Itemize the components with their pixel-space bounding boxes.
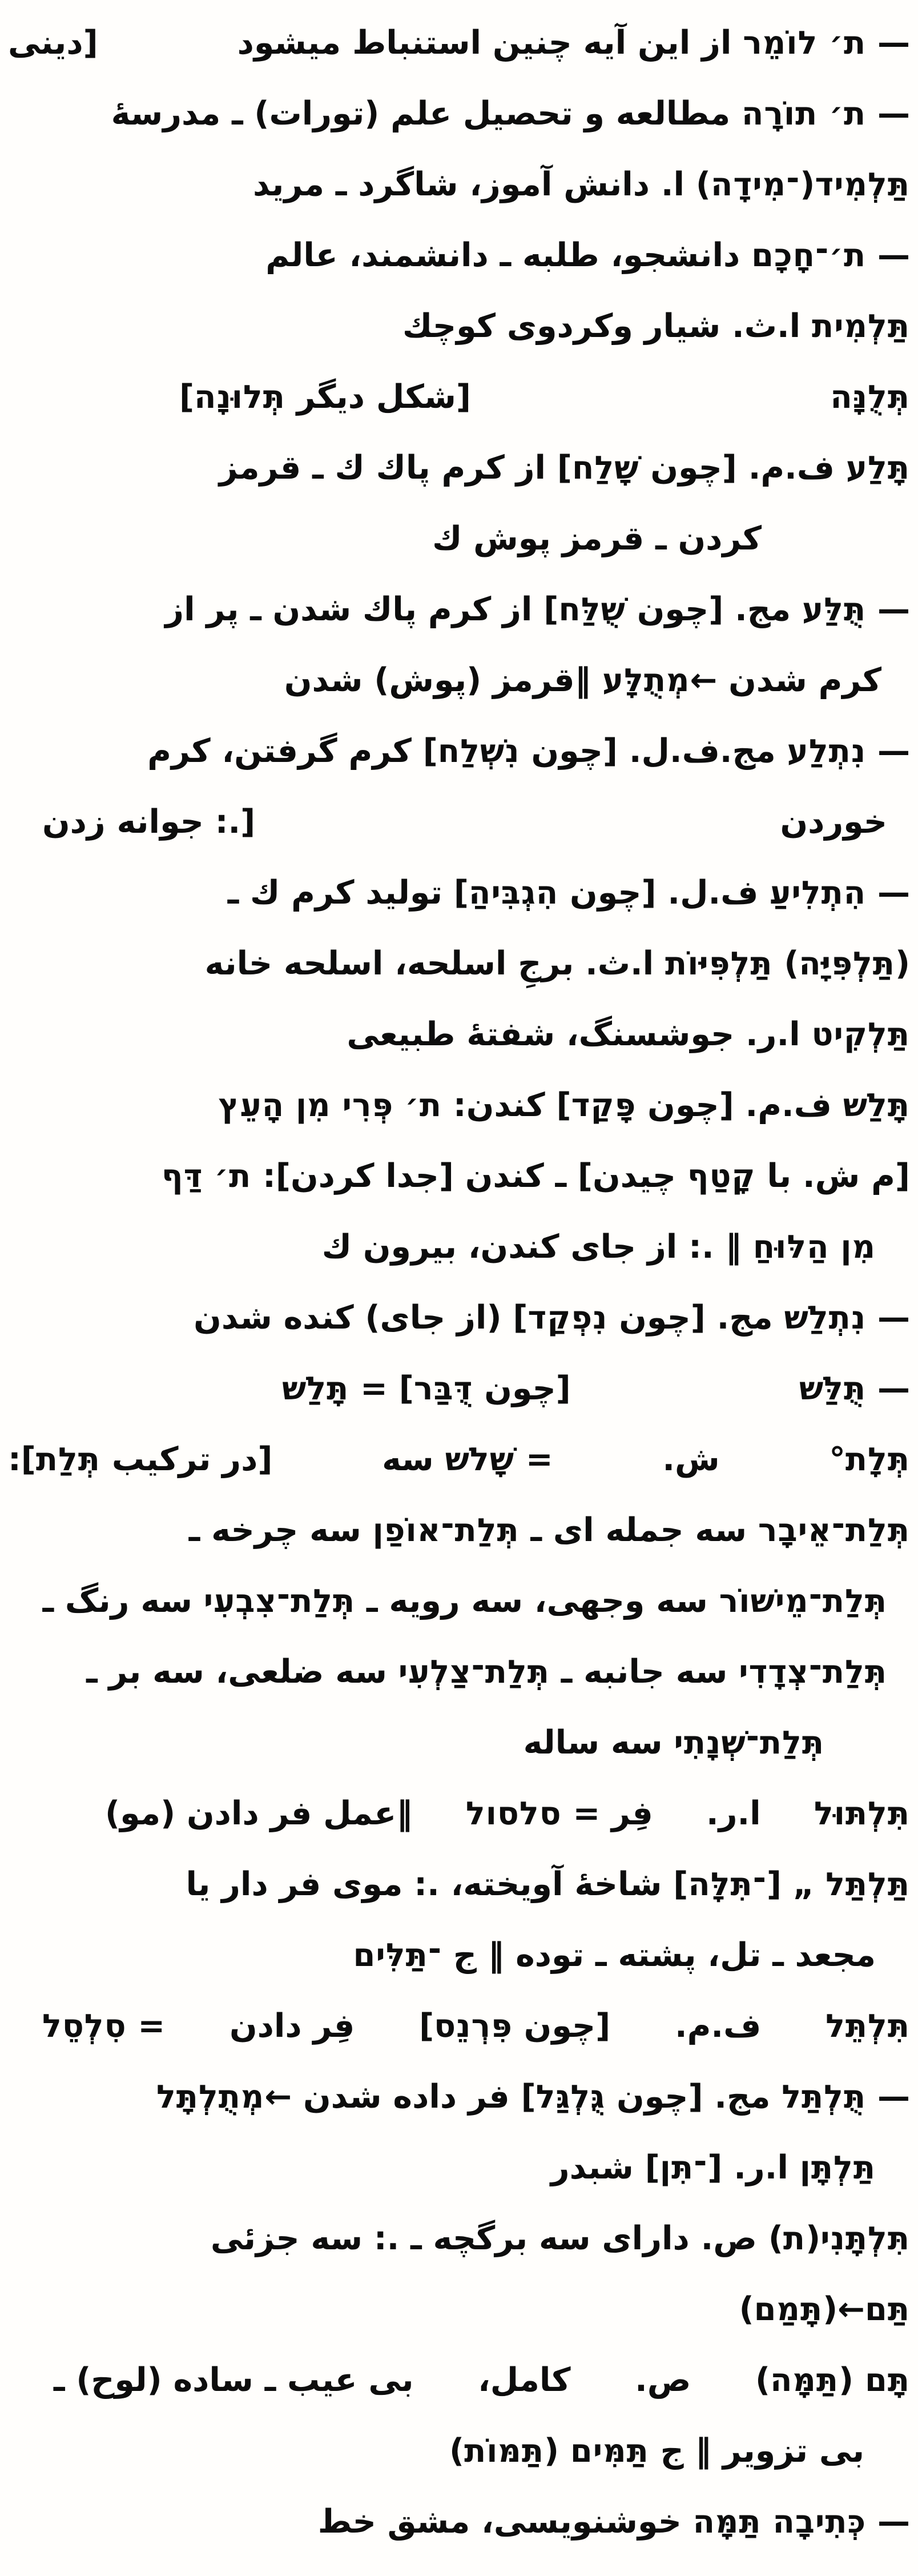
persian-text: ف.م. [چون	[639, 449, 846, 487]
persian-text: =	[514, 1441, 553, 1478]
text-segment	[265, 236, 910, 274]
hebrew-text: ת׳	[829, 25, 867, 62]
text-segment	[282, 1356, 571, 1422]
text-segment	[382, 1427, 553, 1492]
hebrew-text: ־תִּלָּה	[688, 1866, 767, 1903]
hebrew-text: הַלּוּחַ	[752, 1229, 830, 1266]
persian-text: ] از كرم پاك ك ـ قرمز	[219, 449, 572, 487]
hebrew-text: דַּף	[161, 1158, 203, 1195]
persian-text: بى عيب ـ ساده (لوح) ـ	[54, 2361, 414, 2399]
text-segment	[86, 1653, 887, 1691]
hebrew-text: שָׁלשׁ	[445, 1441, 515, 1478]
persian-text: كردن ـ قرمز پوش ك	[432, 520, 762, 557]
hebrew-text: תָּמַם	[754, 2291, 823, 2328]
text-segment	[419, 1993, 610, 2059]
persian-text: چيدن] ـ كندن [جدا كردن]:	[251, 1157, 687, 1195]
hebrew-text: תַּלְמִיד	[815, 166, 910, 203]
persian-text: سه چرخه ـ	[188, 1511, 373, 1549]
dictionary-line	[8, 2135, 876, 2206]
persian-text: ] از كرم پاك شدن ـ پر از	[165, 591, 559, 628]
persian-text: از اين آيه چنين استنباط ميشود	[237, 24, 743, 62]
hebrew-text: סלסול	[465, 1795, 562, 1832]
text-segment	[466, 1781, 653, 1847]
persian-text: ] فر داده شدن ←	[264, 2078, 536, 2116]
hebrew-text: תַּלְתַּל	[826, 1866, 910, 1903]
dictionary-line	[179, 364, 910, 435]
persian-text: ] (از جاى) كنده شدن	[194, 1299, 528, 1337]
text-segment	[179, 364, 471, 430]
hebrew-text: תַּם	[864, 2291, 910, 2328]
persian-text: —	[866, 591, 910, 628]
persian-text: —	[866, 2503, 910, 2541]
hebrew-text: נִשְׁלַח	[437, 733, 520, 770]
persian-text: ]	[179, 378, 195, 416]
persian-text: —	[866, 95, 910, 133]
text-segment	[551, 2149, 876, 2186]
text-segment	[253, 166, 910, 203]
hebrew-text: ־תַּלִּים	[353, 1937, 442, 1974]
persian-text: ا.ر. جوشسنگ، شفتهٔ طبيعى	[347, 1016, 812, 1053]
dictionary-line	[8, 81, 910, 152]
text-segment	[478, 2348, 570, 2413]
dictionary-line	[8, 1214, 876, 1285]
persian-text: ش.	[662, 1441, 720, 1478]
text-segment	[780, 789, 887, 854]
hebrew-text: תְּלַת־צִבְעִי	[203, 1583, 356, 1620]
persian-text: —	[866, 1299, 910, 1337]
hebrew-text: ־מִידָה	[710, 166, 800, 203]
persian-text: ]:	[8, 1441, 36, 1478]
hebrew-text: תַּלְתָּן	[799, 2149, 876, 2186]
persian-text: خوشنويسى، مشق خط	[317, 2503, 693, 2541]
dictionary-line	[8, 506, 762, 577]
persian-text: [شكل ديگر	[285, 378, 471, 416]
persian-text: مج.ف.ل. [چون	[520, 732, 787, 770]
hebrew-text: הָעֵץ	[218, 1087, 285, 1124]
persian-text: ) ص. داراى سه برگچه ـ .: سه جزئى	[210, 2220, 783, 2257]
persian-text: بى تزوير ‖ ج	[649, 2432, 864, 2470]
persian-text: ) ا. دانش آموز، شاگرد ـ مريد	[253, 166, 711, 203]
text-segment	[162, 1157, 910, 1195]
dictionary-line	[8, 2489, 910, 2560]
persian-text: )	[449, 2432, 465, 2470]
persian-text: —	[866, 874, 910, 912]
persian-text: )	[739, 2290, 754, 2328]
dictionary-line	[8, 2277, 910, 2348]
text-segment	[814, 1781, 910, 1847]
text-segment	[826, 1993, 910, 2059]
text-segment	[211, 2220, 910, 2257]
text-segment	[799, 1356, 910, 1422]
persian-text: ] شاخهٔ آويخته، .: موى فر دار يا	[186, 1865, 688, 1903]
hebrew-text: תַּמּוֹת	[464, 2433, 544, 2470]
persian-text: ف.م.	[675, 2007, 762, 2045]
persian-text: )	[755, 2361, 771, 2399]
persian-text: ] كرم گرفتن، كرم	[147, 732, 438, 770]
persian-text: مج. [چون	[605, 2078, 782, 2116]
text-segment	[432, 520, 762, 557]
text-segment	[706, 1781, 761, 1846]
dictionary-line	[8, 223, 910, 294]
dictionary-line	[8, 1852, 910, 1923]
hebrew-text: לוֹמֵר	[743, 25, 818, 62]
persian-text: ] شبدر	[550, 2149, 660, 2186]
hebrew-text: תָּלַשׁ	[282, 1370, 349, 1407]
dictionary-line	[8, 577, 910, 648]
text-segment	[449, 2432, 864, 2470]
dictionary-line	[54, 2348, 910, 2418]
persian-text: [م ش. با	[755, 1157, 910, 1195]
text-segment	[54, 2348, 413, 2413]
persian-text: سه جانبه ـ	[549, 1653, 739, 1691]
hebrew-text: תֻּלַּע	[802, 591, 867, 628]
hebrew-text: תוֹרָה	[741, 95, 818, 133]
text-segment	[147, 732, 910, 770]
hebrew-text: ת׳	[214, 1158, 252, 1195]
hebrew-text: תָּלַשׁ	[843, 1087, 910, 1124]
persian-text: سه جمله اى ـ	[519, 1511, 758, 1549]
dictionary-line	[8, 1002, 910, 1073]
text-segment	[43, 1582, 887, 1620]
dictionary-line	[8, 1143, 910, 1214]
hebrew-text: הִתְלִיעַ	[770, 874, 867, 912]
hebrew-text: תַּמָּה	[692, 2503, 762, 2541]
persian-text	[284, 1086, 296, 1124]
dictionary-line	[8, 648, 881, 719]
text-segment	[8, 1427, 272, 1492]
dictionary-line	[8, 152, 910, 223]
hebrew-text: מְתֻלָּע	[602, 662, 690, 699]
text-segment	[347, 1016, 910, 1053]
hebrew-text: פְּרִי	[342, 1087, 394, 1124]
hebrew-text: ת׳	[829, 95, 867, 133]
persian-text	[762, 2503, 773, 2541]
persian-text: [در تركيب	[100, 1441, 273, 1478]
persian-text: —	[866, 236, 910, 274]
persian-text: ا.ر. [	[707, 2149, 800, 2186]
persian-text: ا.ر.	[706, 1795, 761, 1832]
persian-text: „ [	[766, 1865, 826, 1903]
persian-text: ‖ .: از جاى كندن، بيرون ك	[321, 1228, 753, 1266]
hebrew-text: נִפְקַד	[528, 1299, 608, 1337]
persian-text: ] كندن:	[442, 1086, 571, 1124]
persian-text: ] =	[349, 1370, 414, 1407]
hebrew-text: תַּמָּה	[770, 2362, 839, 2399]
hebrew-text: תַּלְמִית	[812, 308, 910, 345]
hebrew-text: גֻּלְגַּל	[536, 2079, 606, 2116]
text-segment	[194, 1299, 910, 1337]
hebrew-text: תֻּלְתַּל	[782, 2079, 867, 2116]
persian-text: كرم شدن ←	[690, 661, 881, 699]
persian-text: —	[866, 2078, 910, 2116]
text-segment	[42, 789, 255, 854]
persian-text: سه وجهى، سه رويه ـ	[355, 1582, 719, 1620]
persian-text	[818, 95, 829, 133]
hebrew-text: תָּם	[864, 2362, 910, 2399]
text-segment	[219, 1086, 910, 1124]
hebrew-text: תִּלְתֵּל	[826, 2008, 910, 2045]
dictionary-line	[105, 1781, 910, 1852]
dictionary-line	[8, 860, 910, 931]
text-segment	[156, 2078, 910, 2116]
persian-text: سه	[382, 1441, 445, 1478]
persian-text: سه ساله	[523, 1724, 674, 1762]
hebrew-text: תֻּלַּשׁ	[799, 1370, 867, 1407]
hebrew-text: שָׁלַח	[571, 450, 639, 487]
dictionary-line	[8, 1285, 910, 1356]
text-segment	[322, 1228, 876, 1266]
hebrew-text: תְּלַת־צַלְעִי	[398, 1654, 550, 1691]
text-segment	[353, 1936, 876, 1974]
persian-text: فِر دادن	[229, 2007, 355, 2045]
hebrew-text: ת׳	[405, 1087, 442, 1124]
persian-text: ‖قرمز (پوش) شدن	[284, 661, 602, 699]
text-segment	[402, 307, 910, 345]
persian-text: ص.	[635, 2361, 691, 2399]
hebrew-text: תְּלַת־אוֹפַן	[372, 1512, 520, 1549]
persian-text: —	[866, 1370, 910, 1407]
hebrew-text: תַּלְקִיט	[811, 1016, 910, 1053]
hebrew-text: תַּמִּים	[570, 2433, 649, 2470]
text-segment	[205, 945, 910, 982]
hebrew-text: תַּלְפִּיָּה	[799, 945, 895, 982]
persian-text: سه ضلعى، سه بر ـ	[86, 1653, 398, 1691]
hebrew-text: תְּלוּנָה	[194, 379, 285, 416]
text-segment	[8, 10, 98, 75]
hebrew-text: מְתֻלְתָּל	[156, 2079, 265, 2116]
persian-text: ا.ث. شيار وكردوى كوچك	[402, 307, 812, 345]
dictionary-line	[42, 789, 887, 860]
persian-text: ا.ث. برجِ اسلحه، اسلحه خانه	[204, 945, 666, 982]
text-segment	[111, 95, 910, 133]
persian-text: ←(	[823, 2290, 865, 2328]
hebrew-text: ת׳־חָכָם	[751, 237, 867, 274]
hebrew-text: שֻׁלַּח	[558, 591, 626, 628]
dictionary-line	[8, 1710, 824, 1781]
dictionary-line	[8, 1639, 887, 1710]
persian-text: [چون	[473, 1370, 571, 1407]
persian-text: فِر =	[561, 1795, 653, 1832]
persian-text: [.: جوانه زدن	[42, 803, 256, 841]
text-segment	[318, 2503, 910, 2541]
persian-text: مج. [چون	[625, 591, 802, 628]
dictionary-line	[8, 1923, 876, 1993]
text-segment	[189, 1511, 910, 1549]
dictionary-line	[8, 2206, 910, 2277]
hebrew-text: תְּלַת־מֵישׁוֹר	[719, 1583, 887, 1620]
hebrew-text: תְּלֻנָּה	[830, 379, 910, 416]
text-segment	[635, 2348, 691, 2413]
persian-text: —	[866, 24, 910, 62]
persian-text: (	[800, 166, 815, 203]
text-segment	[165, 591, 910, 628]
hebrew-text: תְּלָת	[845, 1441, 910, 1478]
hebrew-text: תְּלַת־שְׁנָתִי	[674, 1724, 824, 1762]
dictionary-line	[42, 1993, 910, 2064]
text-segment	[829, 1427, 910, 1492]
text-segment	[284, 661, 881, 699]
hebrew-text: נִתְלַע	[787, 733, 867, 770]
persian-text: ]	[419, 2007, 434, 2045]
hebrew-text: קָטַף	[687, 1158, 756, 1195]
text-segment	[237, 10, 910, 76]
dictionary-line	[8, 2064, 910, 2135]
persian-text: (	[895, 945, 910, 982]
dictionary-line	[8, 719, 910, 789]
hebrew-text: תְּלַת־אֵיבָר	[758, 1512, 910, 1549]
persian-text: مطالعه و تحصيل علم (تورات) ـ مدرسهٔ	[111, 95, 742, 133]
text-segment	[42, 1993, 165, 2059]
persian-text	[393, 1086, 405, 1124]
hebrew-text: תַּלְפִּיּוֹת	[665, 945, 773, 982]
persian-text: (	[839, 2361, 865, 2399]
text-segment	[755, 2348, 910, 2413]
hebrew-text: תָּלַע	[845, 450, 910, 487]
text-segment	[186, 1865, 910, 1903]
text-segment	[524, 1724, 824, 1762]
persian-text: )	[772, 945, 799, 982]
hebrew-text: כְּתִיבָה	[772, 2503, 867, 2541]
hebrew-text: מִן	[295, 1087, 331, 1124]
dictionary-line	[8, 10, 910, 81]
hebrew-text: דֻּבַּר	[413, 1370, 473, 1407]
dictionary-line	[8, 1427, 910, 1498]
text-segment	[228, 874, 910, 912]
persian-text: ف.ل. [چون	[558, 874, 770, 912]
persian-text: (	[543, 2432, 570, 2470]
dictionary-line	[8, 931, 910, 1002]
hebrew-text: נִתְלַשׁ	[784, 1299, 867, 1337]
text-segment	[219, 449, 910, 487]
persian-text	[818, 24, 829, 62]
dictionary-line	[8, 1568, 887, 1639]
hebrew-text: הִגְבִּיהַ	[468, 874, 559, 912]
hebrew-text: ת	[783, 2220, 806, 2257]
persian-text: ‖عمل فر دادن (مو)	[105, 1795, 413, 1832]
text-segment	[662, 1427, 719, 1492]
text-segment	[230, 1993, 355, 2059]
persian-text: مجعد ـ تل، پشته ـ توده ‖ ج	[442, 1936, 876, 1974]
persian-text: سه رنگ ـ	[42, 1582, 204, 1620]
persian-text: —	[866, 732, 910, 770]
hebrew-text: תִּלְתּוּל	[814, 1795, 910, 1832]
persian-text	[830, 1228, 841, 1266]
hebrew-text: ־תִּן	[659, 2149, 708, 2186]
text-segment	[675, 1993, 761, 2059]
hebrew-text: סִלְסֵל	[42, 2008, 127, 2045]
text-segment	[739, 2290, 910, 2328]
persian-text: ف.م. [چون	[636, 1086, 843, 1124]
persian-text: خوردن	[780, 803, 887, 841]
persian-text: كامل،	[478, 2361, 571, 2399]
persian-text: °	[829, 1441, 845, 1478]
dictionary-line	[8, 435, 910, 506]
persian-text: (	[806, 2220, 821, 2257]
persian-text: مج. [چون	[607, 1299, 784, 1337]
hebrew-text: תְּלַת־צְדָדִי	[739, 1654, 887, 1691]
dictionary-line	[8, 294, 910, 364]
persian-text: [چون	[512, 2007, 611, 2045]
dictionary-line	[8, 2418, 864, 2489]
hebrew-text: תְּלַת	[35, 1441, 100, 1478]
dictionary-line	[8, 1498, 910, 1568]
persian-text: [دينى	[8, 24, 98, 62]
hebrew-text: פִּרְנֵס	[434, 2008, 513, 2045]
text-segment	[105, 1781, 413, 1846]
hebrew-text: מִן	[840, 1229, 876, 1266]
hebrew-text: פָּקַד	[571, 1087, 637, 1124]
hebrew-text: תִּלְתָּנִי	[820, 2220, 910, 2257]
persian-text: ] توليد كرم ك ـ	[227, 874, 469, 912]
persian-text	[203, 1157, 214, 1195]
dictionary-line	[282, 1356, 910, 1427]
persian-text	[331, 1086, 343, 1124]
persian-text: دانشجو، طلبه ـ دانشمند، عالم	[265, 236, 752, 274]
text-segment	[830, 364, 910, 430]
persian-text: =	[126, 2007, 166, 2045]
dictionary-line	[8, 1073, 910, 1143]
